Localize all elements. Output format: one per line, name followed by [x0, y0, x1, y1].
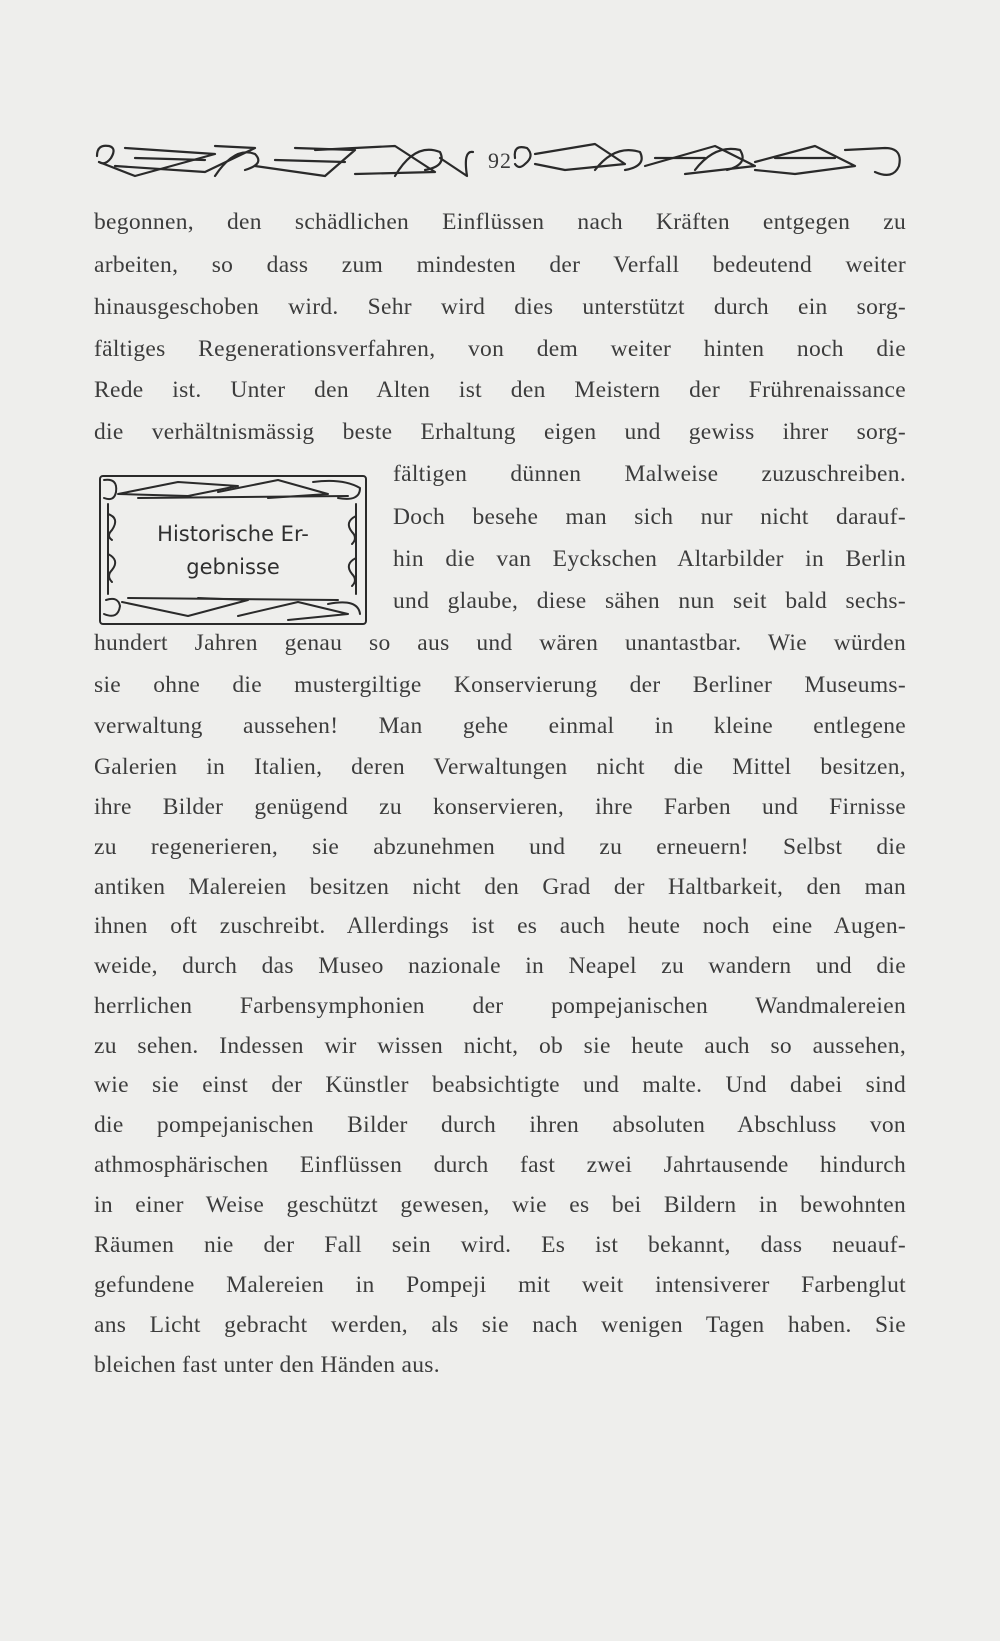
body-line: wie sie einst der Künstler beabsichtigte und malte. Und dabei sind	[94, 1072, 906, 1098]
body-line: herrlichen Farbensymphonien der pompejanischen Wandmalereien	[94, 993, 906, 1019]
body-line: zu sehen. Indessen wir wissen nicht, ob sie heute auch so aussehen,	[94, 1033, 906, 1059]
body-line-last: bleichen fast unter den Händen aus.	[94, 1352, 440, 1378]
body-line: hundert Jahren genau so aus und wären unantastbar. Wie würden	[94, 630, 906, 656]
body-line: die verhältnismässig beste Erhaltung eigen und gewiss ihrer sorg-	[94, 419, 906, 445]
body-line: ans Licht gebracht werden, als sie nach wenigen Tagen haben. Sie	[94, 1312, 906, 1338]
body-line: verwaltung aussehen! Man gehe einmal in kleine entlegene	[94, 713, 906, 739]
body-line: ihnen oft zuschreibt. Allerdings ist es auch heute noch eine Augen-	[94, 913, 906, 939]
body-line: hinausgeschoben wird. Sehr wird dies unterstützt durch ein sorg-	[94, 294, 906, 320]
body-line: Rede ist. Unter den Alten ist den Meistern der Frührenaissance	[94, 377, 906, 403]
body-line: Räumen nie der Fall sein wird. Es ist bekannt, dass neuauf-	[94, 1232, 906, 1258]
body-line: zu regenerieren, sie abzunehmen und zu erneuern! Selbst die	[94, 834, 906, 860]
body-line: sie ohne die mustergiltige Konservierung der Berliner Museums-	[94, 672, 906, 698]
body-line: begonnen, den schädlichen Einflüssen nach Kräften entgegen zu	[94, 209, 906, 235]
marginal-note-line-1: Historische Er-	[157, 522, 309, 546]
body-line: Galerien in Italien, deren Verwaltungen nicht die Mittel besitzen,	[94, 754, 906, 780]
marginal-note-text	[128, 518, 338, 584]
marginal-note	[98, 474, 368, 626]
body-line: hin die van Eyckschen Altarbilder in Berlin	[393, 546, 906, 572]
body-line: und glaube, diese sähen nun seit bald sechs-	[393, 588, 906, 614]
body-line: fältiges Regenerationsverfahren, von dem weiter hinten noch die	[94, 336, 906, 362]
body-line: gefundene Malereien in Pompeji mit weit intensiverer Farbenglut	[94, 1272, 906, 1298]
body-line: Doch besehe man sich nur nicht darauf-	[393, 504, 906, 530]
body-line: antiken Malereien besitzen nicht den Grad der Haltbarkeit, den man	[94, 874, 906, 900]
body-line: die pompejanischen Bilder durch ihren absoluten Abschluss von	[94, 1112, 906, 1138]
marginal-note-line-2: gebnisse	[186, 555, 280, 579]
body-line: athmosphärischen Einflüssen durch fast zwei Jahrtausende hindurch	[94, 1152, 906, 1178]
body-line: fältigen dünnen Malweise zuzuschreiben.	[393, 461, 906, 487]
page-number: 92	[488, 148, 512, 173]
body-line: ihre Bilder genügend zu konservieren, ihre Farben und Firnisse	[94, 794, 906, 820]
body-line: arbeiten, so dass zum mindesten der Verfall bedeutend weiter	[94, 252, 906, 278]
body-line: in einer Weise geschützt gewesen, wie es bei Bildern in bewohnten	[94, 1192, 906, 1218]
body-line: weide, durch das Museo nazionale in Neapel zu wandern und die	[94, 953, 906, 979]
